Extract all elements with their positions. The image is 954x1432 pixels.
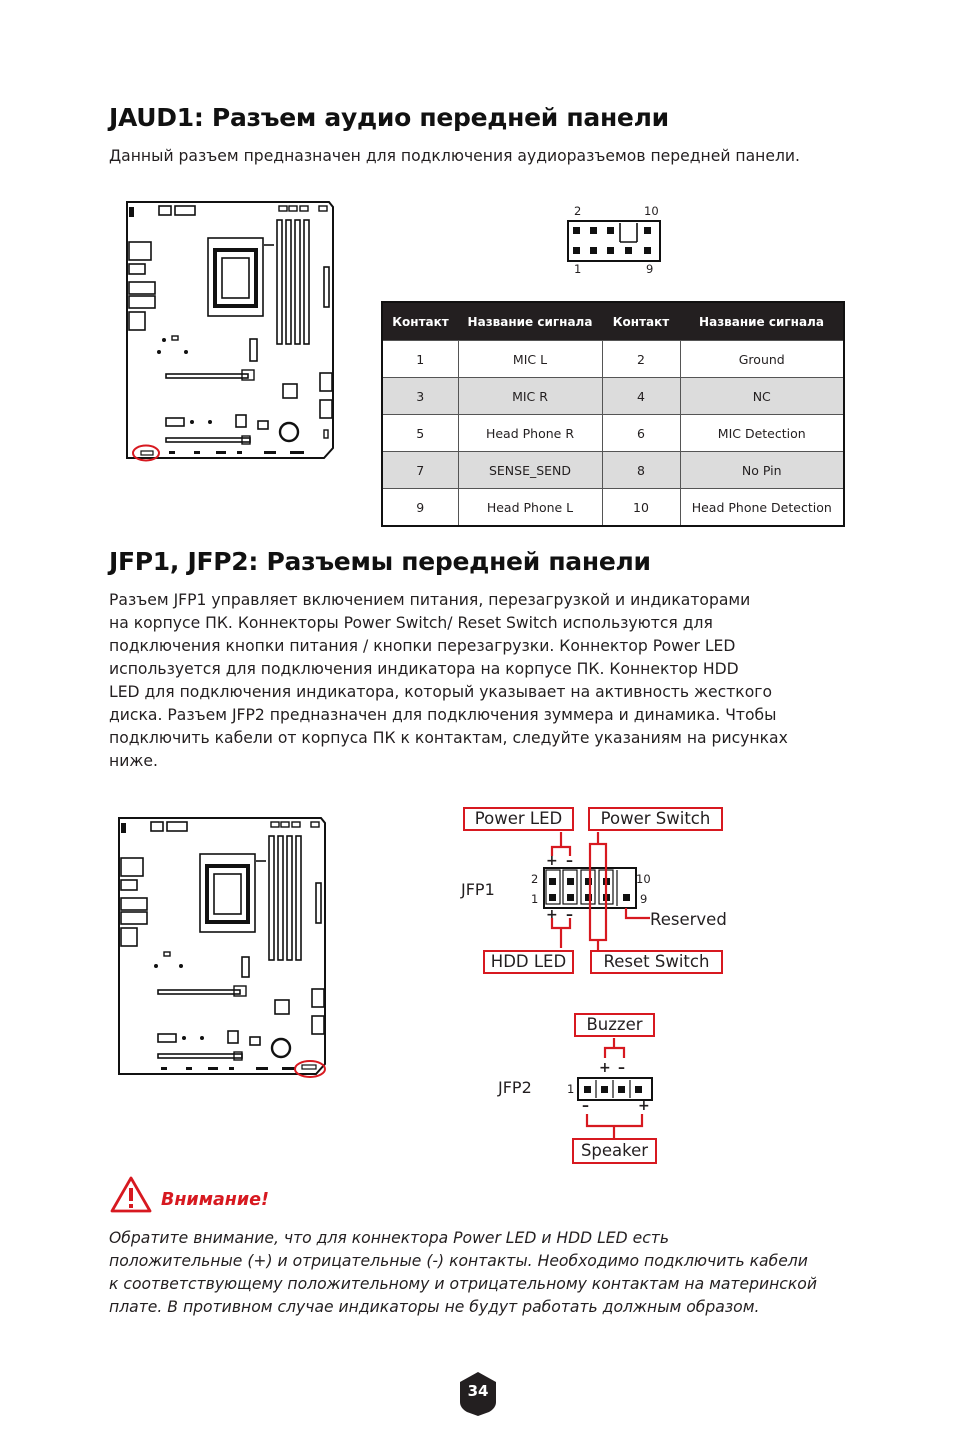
power-led-minus: – [566,853,573,869]
table-cell: 5 [382,415,458,452]
table-header: Название сигнала [680,302,844,341]
speaker-minus: – [582,1098,589,1114]
jfp2-pin-header-icon [574,1036,656,1140]
jfp1-pin-label-9: 9 [640,892,648,906]
motherboard-diagram-jfp [116,816,330,1082]
jfp1-pin-label-1: 1 [531,892,539,906]
jfp-description: Разъем JFP1 управляет включением питания, перезагрузкой и индикаторами на корпусе ПК. Коннекторы Power Switch/ Reset Switch используются для подключения кнопки питания / кнопки перезагрузки. Коннектор Power LED используется для подключения индикатора на корпусе ПК. Коннектор HDD LED для подключения индикатора, который указывает на активность жесткого диска. Разъем JFP2 предназначен для подключения зуммера и динамика. Чтобы подключить кабели от корпуса ПК к контактам, следуйте указаниям на рисунках ниже. [109,591,788,770]
table-row [382,378,844,415]
reserved-label: Reserved [650,910,727,929]
buzzer-plus: + [599,1060,611,1076]
table-cell: 3 [382,378,458,415]
table-cell: MIC Detection [680,415,844,452]
table-cell: 6 [602,415,680,452]
table-header: Контакт [382,302,458,341]
jfp1-label: JFP1 [461,880,495,899]
jfp1-pin-header-icon [540,830,660,952]
table-cell: Ground [680,341,844,378]
table-cell: Head Phone L [458,489,602,527]
jaud1-description: Данный разъем предназначен для подключения аудиоразъемов передней панели. [109,147,801,165]
table-cell: NC [680,378,844,415]
reset-switch-label: Reset Switch [590,950,723,974]
table-cell: Head Phone Detection [680,489,844,527]
table-row [382,341,844,378]
speaker-plus: + [638,1098,650,1114]
jaud1-pin-label-1: 1 [574,262,582,276]
warning-icon [109,1175,153,1215]
jfp2-pin-label-1: 1 [567,1082,575,1096]
table-header: Название сигнала [458,302,602,341]
table-cell: 4 [602,378,680,415]
table-cell: MIC L [458,341,602,378]
jfp1-pin-label-2: 2 [531,872,539,886]
jaud1-pin-label-9: 9 [646,262,654,276]
jaud1-pin-label-2: 2 [574,204,582,218]
table-row [382,415,844,452]
table-cell: 2 [602,341,680,378]
hdd-led-label: HDD LED [483,950,574,974]
buzzer-minus: – [618,1060,625,1076]
speaker-label: Speaker [572,1138,657,1164]
table-cell: 10 [602,489,680,527]
table-header: Контакт [602,302,680,341]
table-header-row [382,302,844,341]
jaud1-pin-table [381,301,845,527]
table-cell: Head Phone R [458,415,602,452]
hdd-led-minus: – [566,907,573,923]
table-cell: SENSE_SEND [458,452,602,489]
table-cell: No Pin [680,452,844,489]
warning-title: Внимание! [161,1190,270,1210]
table-row [382,489,844,527]
table-cell: 1 [382,341,458,378]
table-cell: MIC R [458,378,602,415]
jfp2-label: JFP2 [498,1078,532,1097]
jfp1-pin-label-10: 10 [636,872,651,886]
table-cell: 7 [382,452,458,489]
table-row [382,452,844,489]
jaud1-pin-label-10: 10 [644,204,659,218]
table-cell: 8 [602,452,680,489]
power-switch-label: Power Switch [588,807,723,831]
table-cell: 9 [382,489,458,527]
power-led-plus: + [546,853,558,869]
motherboard-diagram-jaud1 [124,200,336,464]
buzzer-label: Buzzer [574,1013,655,1037]
warning-text: Обратите внимание, что для коннектора Power LED и HDD LED есть положительные (+) и отрицательные (-) контакты. Необходимо подключить кабели к соответствующему положительному и отрицательному контактам на материнской плате. В противном случае индикаторы не будут работать должным образом. [109,1229,817,1316]
page-number: 34 [467,1382,489,1400]
jaud1-pin-header-icon [567,220,661,262]
section-title-jfp: JFP1, JFP2: Разъемы передней панели [109,547,651,576]
section-title-jaud1: JAUD1: Разъем аудио передней панели [109,103,669,132]
hdd-led-plus: + [546,907,558,923]
power-led-label: Power LED [463,807,574,831]
